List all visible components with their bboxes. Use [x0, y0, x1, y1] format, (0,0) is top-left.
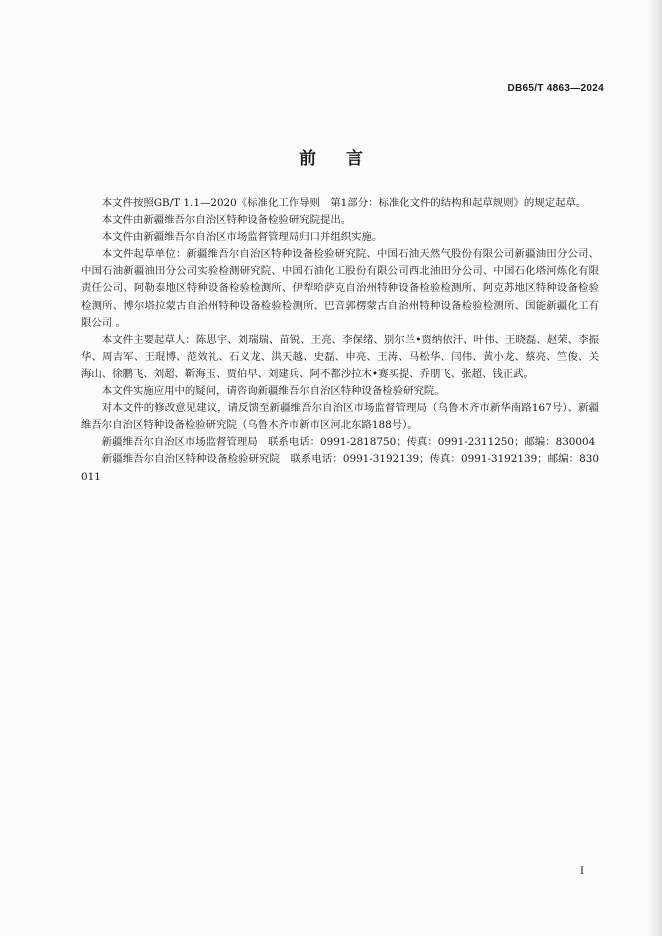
paragraph-proposer: 本文件由新疆维吾尔自治区特种设备检验研究院提出。: [101, 214, 352, 227]
page-number: I: [580, 866, 584, 877]
paragraph-drafters: 本文件主要起草人：陈思宇、刘瑞瑞、苗锐、王亮、李保绪、别尔兰•贾纳依汗、叶伟、王晓磊、赵荣、李振华、周吉军、王琨博、范效礼、石义龙、洪天越、史磊、申亮、王涛、马松华、闫伟、黄小龙、蔡亮、竺俊、关海山、徐鹏飞、刘超、靳海玉、贾伯早、刘建兵、阿不都沙拉木•赛买提、乔朋飞、张超、钱正武。: [81, 333, 599, 380]
page-title: 前言: [299, 149, 393, 169]
paragraph-administrator: 本文件由新疆维吾尔自治区市场监督管理局归口并组织实施。: [101, 231, 383, 244]
paragraph-feedback: 对本文件的修改意见建议，请反馈至新疆维吾尔自治区市场监督管理局（乌鲁木齐市新华南路167号）、新疆维吾尔自治区特种设备检验研究院（乌鲁木齐市新市区河北东路188号）。: [81, 402, 599, 432]
paragraph-contact-market-bureau: 新疆维吾尔自治区市场监督管理局 联系电话：0991-2818750；传真：0991-2311250；邮编：830004: [101, 436, 596, 449]
paragraph-inquiries: 本文件实施应用中的疑问，请咨询新疆维吾尔自治区特种设备检验研究院。: [101, 385, 445, 398]
standard-number: DB65/T 4863—2024: [507, 83, 604, 94]
foreword-body: [81, 195, 599, 486]
paragraph-drafting-units: 本文件起草单位：新疆维吾尔自治区特种设备检验研究院、中国石油天然气股份有限公司新疆油田分公司、中国石油新疆油田分公司实验检测研究院、中国石油化工股份有限公司西北油田分公司、中国石化塔河炼化有限责任公司、阿勒泰地区特种设备检验检测所、伊犁哈萨克自治州特种设备检验检测所、阿克苏地区特种设备检验检测所、博尔塔拉蒙古自治州特种设备检验检测所、巴音郭楞蒙古自治州特种设备检验检测所、国能新疆化工有限公司 。: [81, 248, 599, 329]
paragraph-drafting-rules: 本文件按照GB/T 1.1—2020《标准化工作导则 第1部分：标准化文件的结构和起草规则》的规定起草。: [101, 197, 587, 209]
scan-edge-shadow: [648, 0, 662, 936]
paragraph-contact-institute: 新疆维吾尔自治区特种设备检验研究院 联系电话：0991-3192139；传真：0991-3192139；邮编：830011: [81, 453, 599, 483]
